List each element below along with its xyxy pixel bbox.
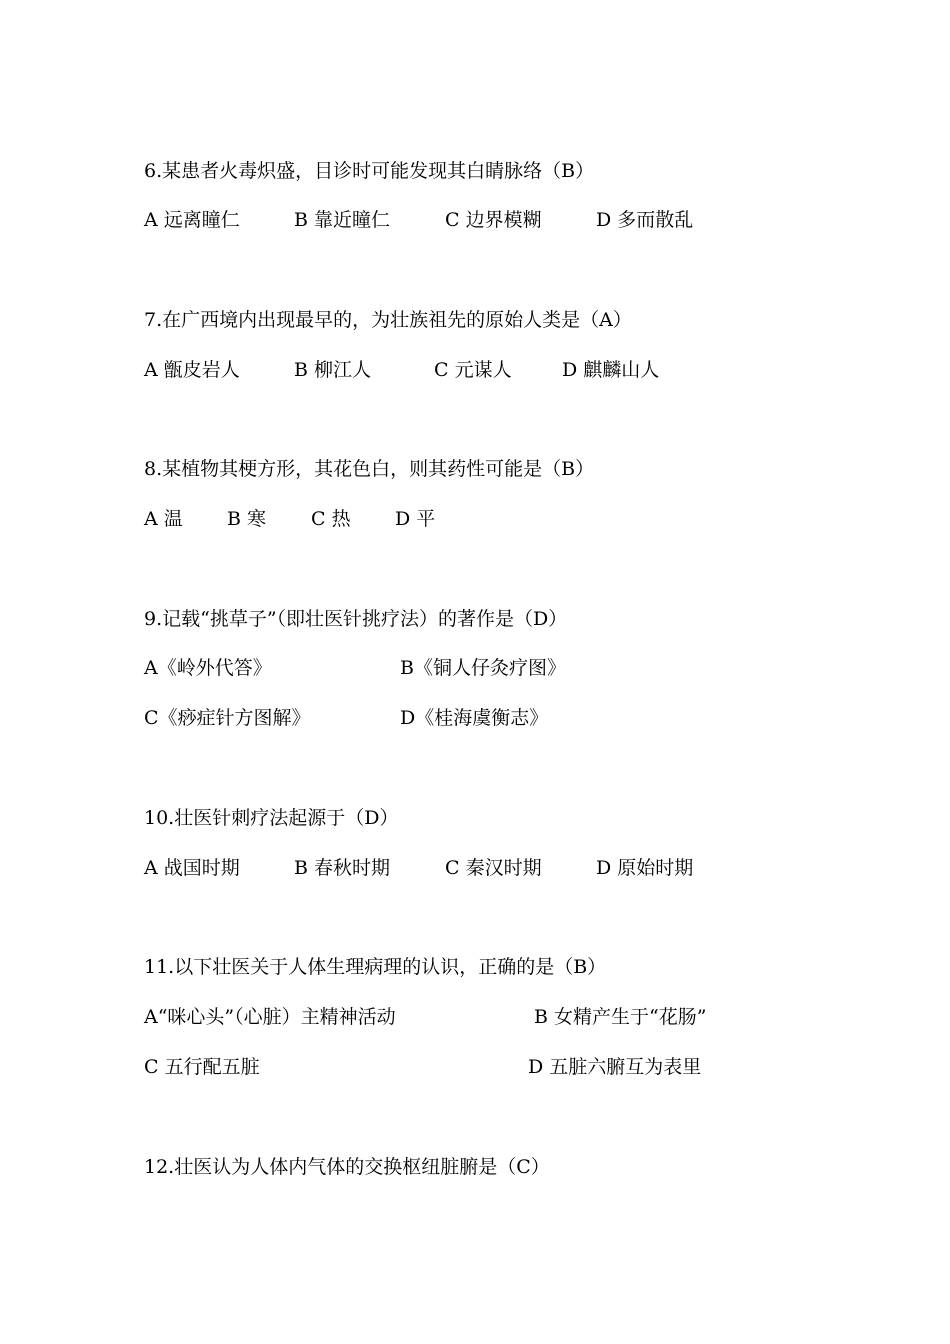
question-6-option-d: D 多而散乱 bbox=[596, 209, 694, 231]
question-9-option-d: D《桂海虞衡志》 bbox=[400, 707, 549, 729]
question-7-options bbox=[0, 358, 950, 382]
question-8-option-c: C 热 bbox=[311, 508, 351, 530]
question-9-stem: 9.记载“挑草子”（即壮医针挑疗法）的著作是（D） bbox=[144, 608, 568, 630]
question-6-option-b: B 靠近瞳仁 bbox=[294, 209, 391, 231]
question-8-options bbox=[0, 507, 950, 531]
question-7-option-c: C 元谋人 bbox=[434, 359, 512, 381]
question-9-option-b: B《铜人仔灸疗图》 bbox=[400, 657, 566, 679]
question-7-option-b: B 柳江人 bbox=[294, 359, 372, 381]
question-10-option-c: C 秦汉时期 bbox=[445, 857, 542, 879]
question-9-options-row-1 bbox=[0, 656, 950, 680]
question-10-option-d: D 原始时期 bbox=[596, 857, 694, 879]
question-8-option-d: D 平 bbox=[395, 508, 436, 530]
question-6-options bbox=[0, 208, 950, 232]
question-10-option-a: A 战国时期 bbox=[144, 857, 240, 879]
question-9-option-a: A《岭外代答》 bbox=[144, 657, 272, 679]
question-6-option-a: A 远离瞳仁 bbox=[144, 209, 240, 231]
question-11-option-b: B 女精产生于“花肠” bbox=[534, 1006, 707, 1028]
question-8-option-a: A 温 bbox=[144, 508, 183, 530]
question-6-stem: 6.某患者火毒炽盛，目诊时可能发现其白睛脉络（B） bbox=[144, 160, 595, 182]
question-9-option-c: C《痧症针方图解》 bbox=[144, 707, 311, 729]
question-10-option-b: B 春秋时期 bbox=[294, 857, 391, 879]
question-11-option-c: C 五行配五脏 bbox=[144, 1056, 260, 1078]
question-11-options-row-1 bbox=[0, 1005, 950, 1029]
question-11-options-row-2 bbox=[0, 1055, 950, 1079]
question-10-stem: 10.壮医针刺疗法起源于（D） bbox=[144, 807, 399, 829]
question-11-option-a: A“咪心头”（心脏）主精神活动 bbox=[144, 1006, 396, 1028]
question-7-stem: 7.在广西境内出现最早的，为壮族祖先的原始人类是（A） bbox=[144, 309, 632, 331]
question-7-option-a: A 甑皮岩人 bbox=[144, 359, 240, 381]
question-9-options-row-2 bbox=[0, 706, 950, 730]
question-10-options bbox=[0, 856, 950, 880]
question-12-stem: 12.壮医认为人体内气体的交换枢纽脏腑是（C） bbox=[144, 1156, 550, 1178]
question-6-option-c: C 边界模糊 bbox=[445, 209, 542, 231]
question-11-stem: 11.以下壮医关于人体生理病理的认识，正确的是（B） bbox=[144, 956, 607, 978]
question-7-option-d: D 麒麟山人 bbox=[562, 359, 660, 381]
question-8-stem: 8.某植物其梗方形，其花色白，则其药性可能是（B） bbox=[144, 458, 595, 480]
question-8-option-b: B 寒 bbox=[227, 508, 267, 530]
question-11-option-d: D 五脏六腑互为表里 bbox=[528, 1056, 702, 1078]
